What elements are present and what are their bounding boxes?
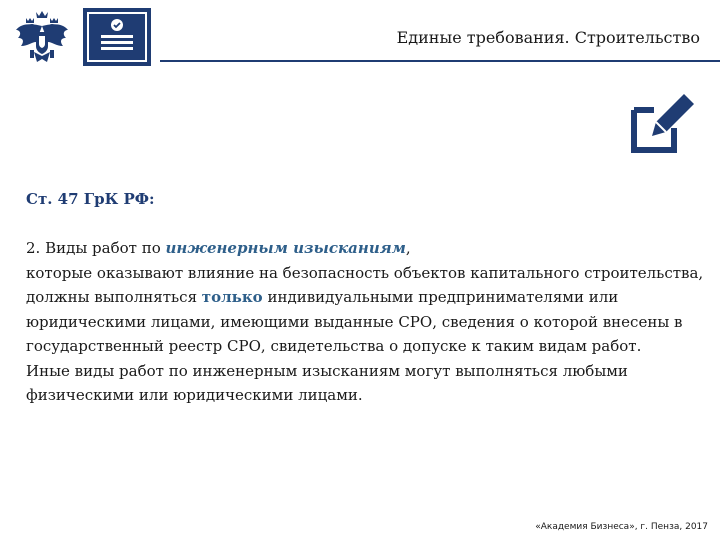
certificate-badge bbox=[83, 8, 151, 66]
paragraph-1 bbox=[26, 236, 706, 261]
emphasis-engineering-surveys: инженерным изысканиям bbox=[165, 239, 406, 257]
text-segment: 2. Виды работ по bbox=[26, 239, 166, 257]
page-title: Единые требования. Строительство bbox=[396, 28, 700, 47]
paragraph-2: которые оказывают влияние на безопасность объектов капитального строительства, bbox=[26, 263, 704, 282]
certificate-document-icon bbox=[83, 8, 151, 66]
paragraph-3 bbox=[26, 285, 706, 359]
article-reference: Ст. 47 ГрК РФ: bbox=[26, 190, 155, 208]
text-segment: должны выполняться bbox=[26, 288, 202, 306]
text-segment: индивидуальными предпринимателями или юридическими лицами, имеющими выданные СРО, сведения о которой внесены в государственный реестр СРО, свидетельства о допуске к таким видам работ. bbox=[26, 288, 683, 355]
main-text bbox=[26, 236, 706, 408]
text-segment: , bbox=[405, 239, 411, 257]
header-divider bbox=[160, 60, 720, 62]
double-headed-eagle-emblem bbox=[12, 8, 72, 70]
paragraph-4: Иные виды работ по инженерным изысканиям могут выполняться любыми физическими или юридическими лицами. bbox=[26, 361, 628, 404]
edit-pencil-icon bbox=[628, 86, 698, 156]
emphasis-only: только bbox=[201, 288, 263, 306]
footer-credit: «Академия Бизнеса», г. Пенза, 2017 bbox=[535, 522, 708, 532]
